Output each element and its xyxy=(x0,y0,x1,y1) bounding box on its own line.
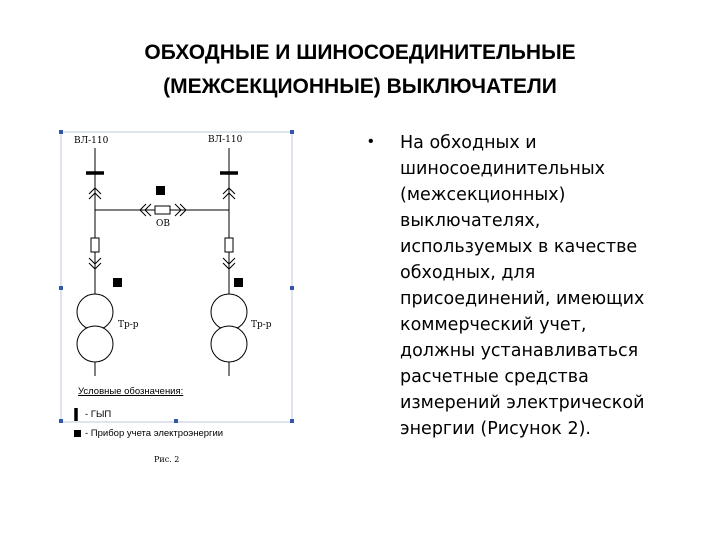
line-label-right: ВЛ-110 xyxy=(208,135,243,145)
right-transformer-upper xyxy=(211,294,247,330)
slide-title xyxy=(60,36,660,104)
left-transformer-lower xyxy=(77,326,113,362)
bullet-line: используемых в качестве xyxy=(400,237,638,257)
transformer-label-left: Тр-р xyxy=(118,320,139,330)
bullet-line: коммерческий учет, xyxy=(400,315,587,335)
bullet-line: На обходных и xyxy=(400,133,537,153)
bullet-line: присоединений, имеющих xyxy=(400,289,645,309)
bypass-meter xyxy=(156,186,165,195)
bullet-line: измерений электрической xyxy=(400,393,645,413)
bullet-marker: • xyxy=(368,133,374,150)
bullet-line: обходных, для xyxy=(400,263,536,283)
bullet-line: (межсекционных) xyxy=(400,185,566,205)
figure-frame xyxy=(61,132,292,422)
legend-item-disconnector: - ГЫП xyxy=(85,409,112,420)
right-breaker xyxy=(225,238,233,252)
left-meter xyxy=(113,278,122,287)
bullet-line: шиносоединительных xyxy=(400,159,605,179)
transformer-label-right: Тр-р xyxy=(251,320,272,330)
bullet-line: выключателях, xyxy=(400,211,541,231)
bypass-breaker xyxy=(155,206,170,214)
right-meter xyxy=(234,278,243,287)
figure-caption: Рис. 2 xyxy=(154,455,180,464)
legend-meter-symbol xyxy=(74,430,81,437)
legend-item-meter: - Прибор учета электроэнергии xyxy=(85,428,224,439)
bullet-line: энергии (Рисунок 2). xyxy=(400,419,591,439)
bullet-line: расчетные средства xyxy=(400,367,589,387)
right-transformer-lower xyxy=(211,326,247,362)
left-breaker xyxy=(91,238,99,252)
line-label-left: ВЛ-110 xyxy=(74,136,109,146)
bullet-text xyxy=(400,130,700,442)
title-line-2: (МЕЖСЕКЦИОННЫЕ) ВЫКЛЮЧАТЕЛИ xyxy=(163,75,557,98)
bypass-label: ОВ xyxy=(156,219,170,229)
title-line-1: ОБХОДНЫЕ И ШИНОСОЕДИНИТЕЛЬНЫЕ xyxy=(144,41,576,64)
substation-diagram xyxy=(58,130,298,470)
legend-title: Условные обозначения: xyxy=(78,386,184,397)
bullet-line: должны устанавливаться xyxy=(400,341,639,361)
left-transformer-upper xyxy=(77,294,113,330)
